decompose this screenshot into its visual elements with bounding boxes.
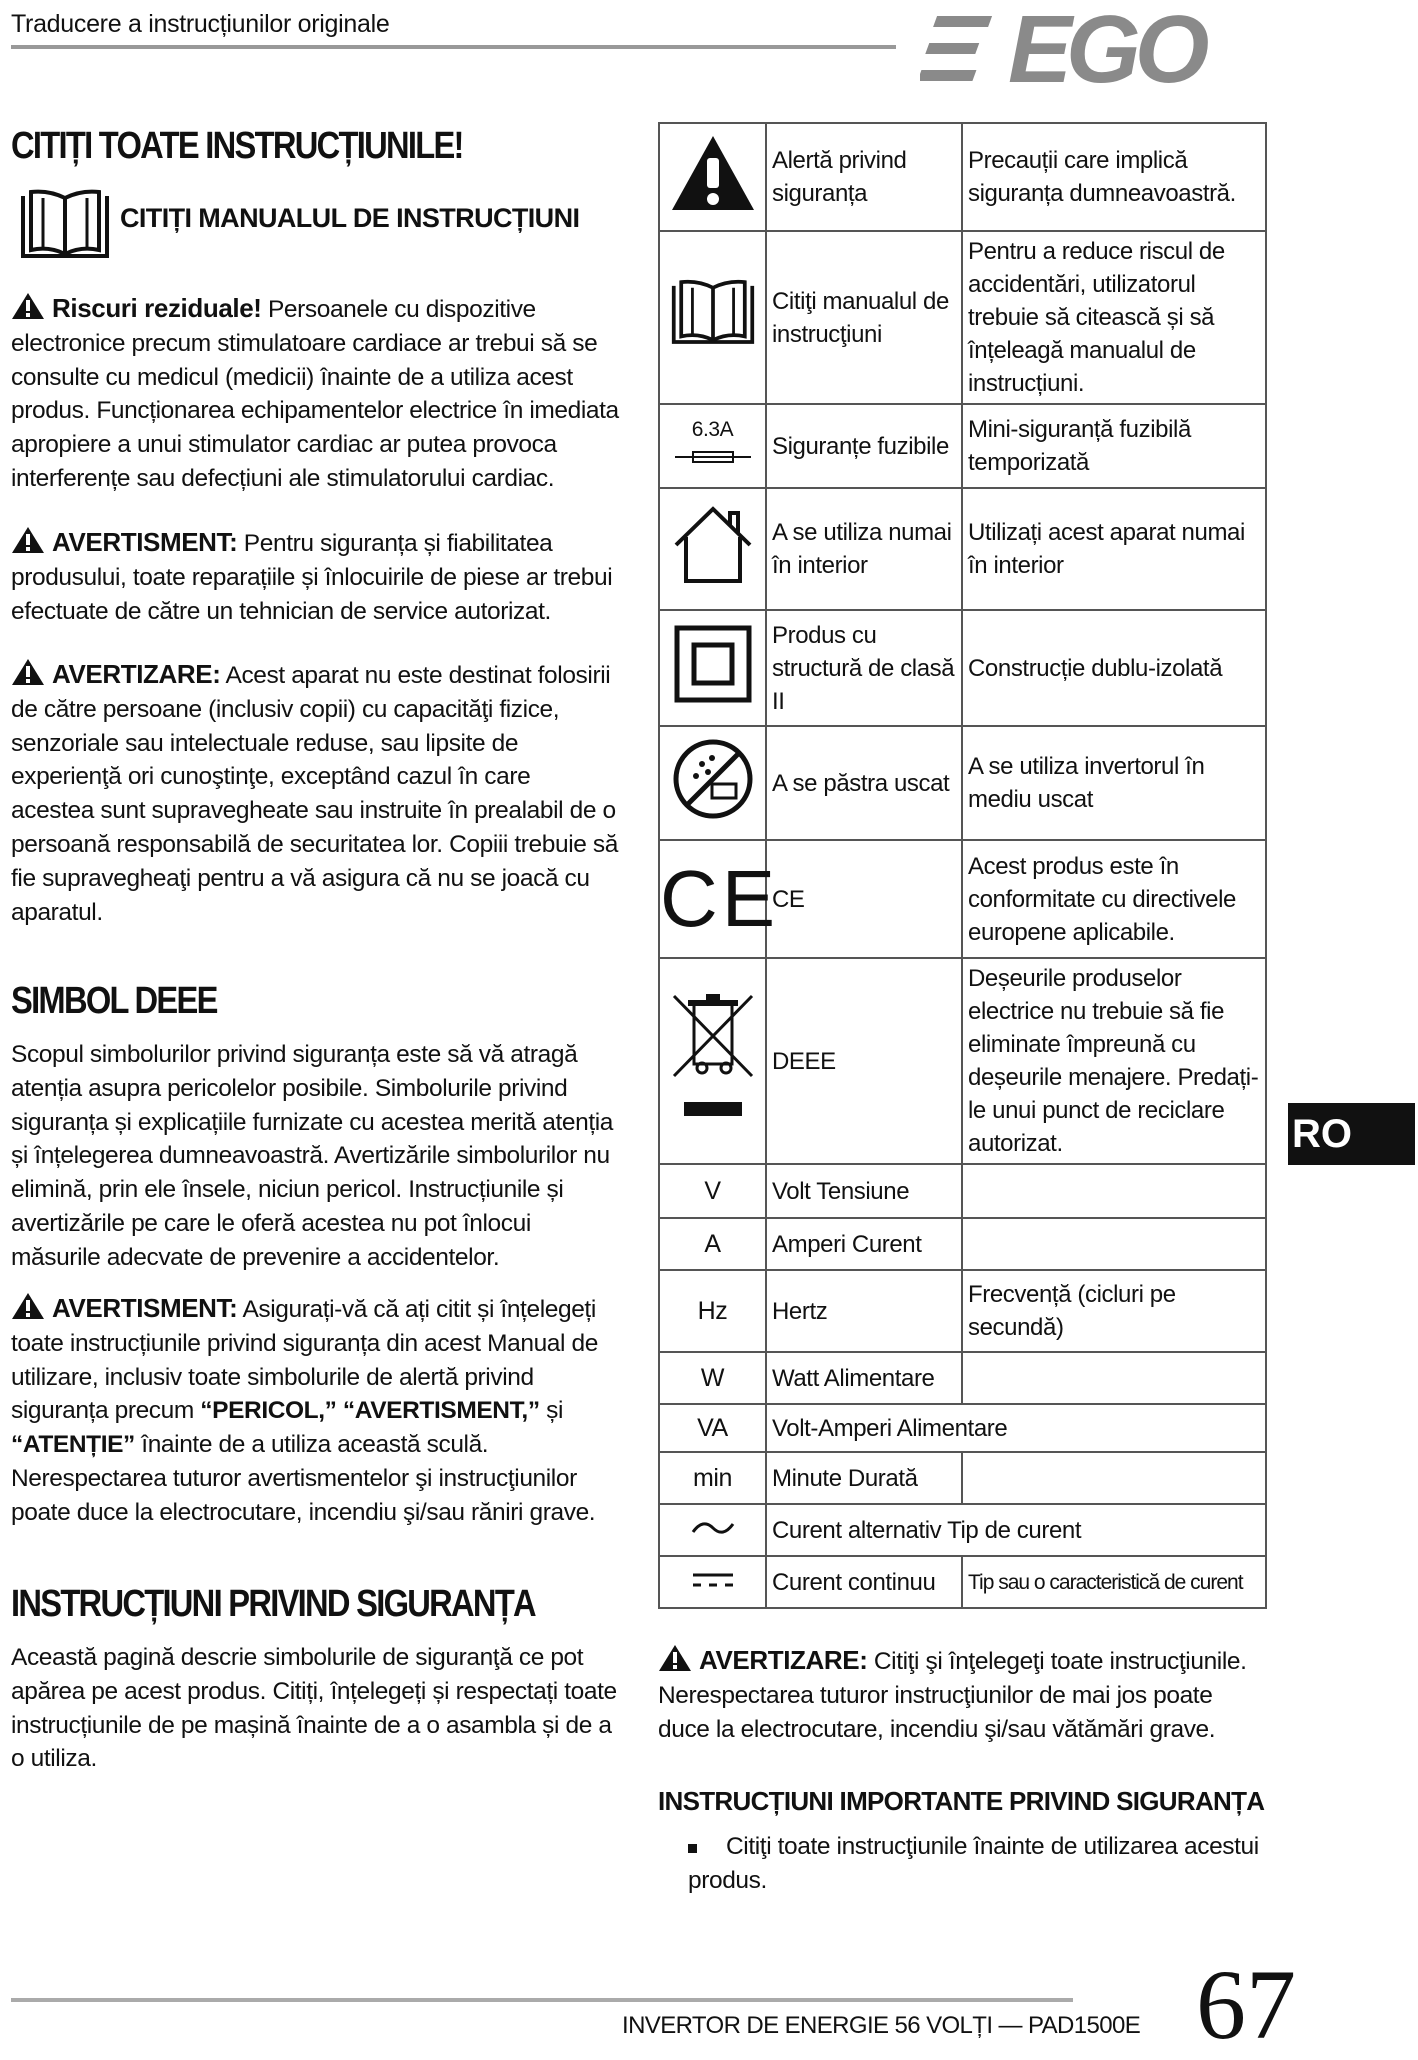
symbol-name: Watt Alimentare [766,1352,962,1404]
language-tab: RO [1288,1103,1415,1165]
house-icon [672,505,754,585]
symbol-name: CE [766,840,962,958]
warning-bold-b: “ATENȚIE” [11,1431,135,1459]
residual-text: Persoanele cu dispozitive electronice precum stimulatoare cardiace ar trebui să se consulte cu medicul (medicii) înainte de a utiliza acest produs. Funcționarea echipamentelor electrice în imediata apropiere a unui stimulator cardiac ar putea provoca interferențe sau defecțiuni ale stimulatorului cardiac. [11,296,619,492]
symbol-name: Volt Tensiune [766,1164,962,1218]
class-ii-icon [674,625,752,703]
warning-triangle-icon [11,658,45,686]
book-icon [19,188,111,262]
symbol-name: Minute Durată [766,1452,962,1504]
symbol-cell [659,1556,766,1608]
table-row [659,1164,1266,1218]
symbol-description: Utilizați acest aparat numai în interior [962,488,1266,610]
symbol-text: min [659,1452,766,1504]
safety-paragraph: Această pagină descrie simbolurile de siguranţă ce pot apărea pe acest produs. Citiți, înțelegeți și respectați toate instrucțiunile de pe mașină înainte de a o asambla și de a o utiliza. [11,1644,617,1773]
table-row [659,840,1266,958]
symbol-description: Pentru a reduce riscul de accidentări, utilizatorul trebuie să citească și să înțeleagă manualul de instrucțiuni. [962,231,1266,404]
symbol-table [658,122,1267,1609]
warning-triangle-icon [670,134,756,212]
symbol-cell [659,958,766,1164]
table-row [659,1452,1266,1504]
fuse-rating: 6.3A [691,417,734,441]
warning-text: Acest aparat nu este destinat folosirii de către persoane (inclusiv copii) cu capacităţi fizice, senzoriale sau intelectuale reduse, sau lipsite de experienţă ori cunoştinţe, exceptând cazul în care acestea sunt supravegheate sau instruite în prealabil de o persoană responsabilă de securitatea lor. Copiii trebuie să fie supravegheaţi pentru a vă asigura că nu se joacă cu aparatul. [11,662,618,926]
footer-product: INVERTOR DE ENERGIE 56 VOLȚI — PAD1500E [622,2012,1141,2039]
weee-paragraph: Scopul simbolurilor privind siguranța este să vă atragă atenția asupra pericolelor posibile. Simbolurile privind siguranța și explicațiile furnizate cu acestea merită atenția și înțelegerea dumneavoastră. Avertizările simbolurilor nu elimină, prin ele însele, niciun pericol. Instrucțiunile și avertizările pe care le oferă acestea nu pot înlocui măsurile adecvate de prevenire a accidentelor. [11,1041,614,1271]
table-row [659,1404,1266,1452]
warning-triangle-icon [11,526,45,554]
symbol-description: Acest produs este în conformitate cu directivele europene aplicabile. [962,840,1266,958]
warning-lead: AVERTISMENT: [52,527,238,557]
book-icon [670,277,756,349]
symbol-cell [659,404,766,488]
table-row [659,958,1266,1164]
important-safety-heading: INSTRUCȚIUNI IMPORTANTE PRIVIND SIGURANȚA [658,1786,1265,1816]
symbol-description [962,1218,1266,1270]
table-row [659,610,1266,726]
symbol-description: Mini-siguranță fuzibilă temporizată [962,404,1266,488]
table-row [659,1352,1266,1404]
keep-dry-icon [672,738,754,820]
weee-bin-icon [668,992,758,1122]
symbol-cell [659,610,766,726]
table-row [659,1218,1266,1270]
symbol-text: Hz [659,1270,766,1352]
symbol-name: Curent continuu [766,1556,962,1608]
table-row [659,488,1266,610]
symbol-description: Precauții care implică siguranța dumneavoastră. [962,123,1266,231]
warning-read-all-paragraph [658,1644,1265,1746]
ego-logo [920,8,1265,90]
symbol-name: Siguranțe fuzibile [766,404,962,488]
warning-bold-a: “PERICOL,” “AVERTISMENT,” [200,1397,540,1425]
symbol-cell [659,231,766,404]
warning-persons-paragraph [11,658,619,929]
weee-heading: SIMBOL DEEE [11,980,217,1022]
symbol-description: A se utiliza invertorul în mediu uscat [962,726,1266,840]
subheading-read-manual: CITIȚI MANUALUL DE INSTRUCȚIUNI [120,203,580,233]
symbol-name: A se utiliza numai în interior [766,488,962,610]
header-rule [11,45,896,49]
residual-risks-paragraph [11,292,619,496]
symbol-cell [659,726,766,840]
symbol-cell [659,488,766,610]
table-row [659,1270,1266,1352]
heading-read-all: CITIȚI TOATE INSTRUCȚIUNILE! [11,125,463,167]
warning-read-manual-paragraph [11,1292,619,1530]
warning-service-paragraph [11,526,619,628]
warning-lead: AVERTIZARE: [52,659,221,689]
table-row [659,1556,1266,1608]
warning-text-c: înainte de a utiliza această sculă. Nerespectarea tuturor avertismentelor şi instrucţiunilor poate duce la electrocutare, incendiu şi/sau răniri grave. [11,1431,596,1526]
warning-lead: AVERTIZARE: [699,1645,868,1675]
bullet-icon [688,1844,697,1853]
warning-triangle-icon [11,1292,45,1320]
table-row [659,1504,1266,1556]
warning-triangle-icon [11,292,45,320]
symbol-text: VA [659,1404,766,1452]
symbol-name: Produs cu structură de clasă II [766,610,962,726]
symbol-text: W [659,1352,766,1404]
header-title: Traducere a instrucțiunilor originale [11,10,390,38]
symbol-description [962,1452,1266,1504]
table-row [659,123,1266,231]
symbol-name: A se păstra uscat [766,726,962,840]
logo-text: EGO [1008,8,1204,90]
symbol-name: Hertz [766,1270,962,1352]
symbol-name: DEEE [766,958,962,1164]
symbol-name: Amperi Curent [766,1218,962,1270]
symbol-name: Alertă privind siguranța [766,123,962,231]
symbol-description: Construcție dublu-izolată [962,610,1266,726]
symbol-description: Tip sau o caracteristică de curent [962,1556,1266,1608]
symbol-name: Volt-Amperi Alimentare [766,1404,1266,1452]
symbol-name: Citiţi manualul de instrucţiuni [766,231,962,404]
symbol-name: Curent alternativ Tip de curent [766,1504,1266,1556]
symbol-text: V [659,1164,766,1218]
dc-icon [691,1570,735,1590]
warning-triangle-icon [658,1644,692,1672]
table-row [659,231,1266,404]
warning-text-a: Asigurați-vă că ați citit și înțelegeți toate instrucțiunile privind siguranța din acest Manual de utilizare, inclusiv toate simbolurile de alertă privind siguranța precum [11,1296,598,1425]
table-row [659,404,1266,488]
warning-lead: AVERTISMENT: [52,1293,238,1323]
ce-mark-icon: CE [660,854,780,943]
warning-text: Citiţi şi înţelegeţi toate instrucţiunile. Nerespectarea tuturor instrucţiunilor de mai jos poate duce la electrocutare, incendiu şi/sau vătămări grave. [658,1648,1247,1743]
bullet-list [658,1830,1265,1898]
warning-text: Pentru siguranța și fiabilitatea produsului, toate reparațiile și înlocuirile de piese ar trebui efectuate de către un tehnician de service autorizat. [11,530,613,625]
symbol-description [962,1352,1266,1404]
list-item [658,1830,1265,1898]
fuse-icon [673,449,753,465]
symbol-cell [659,1504,766,1556]
residual-lead: Riscuri reziduale! [52,293,262,323]
ac-icon [691,1518,735,1538]
symbol-cell [659,840,780,958]
symbol-cell [659,123,766,231]
symbol-text: A [659,1218,766,1270]
page-number: 67 [1196,1949,1296,2060]
table-row [659,726,1266,840]
symbol-description [962,1164,1266,1218]
symbol-description: Frecvență (cicluri pe secundă) [962,1270,1266,1352]
symbol-description: Deșeurile produselor electrice nu trebuie să fie eliminate împreună cu deșeurile menajere. Predați-le unui punct de reciclare autorizat. [962,958,1266,1164]
list-item-text: Citiţi toate instrucţiunile înainte de utilizarea acestui produs. [688,1833,1259,1894]
safety-heading: INSTRUCȚIUNI PRIVIND SIGURANȚA [11,1583,535,1625]
footer-rule [11,1998,1073,2002]
warning-text-b: și [539,1397,563,1425]
